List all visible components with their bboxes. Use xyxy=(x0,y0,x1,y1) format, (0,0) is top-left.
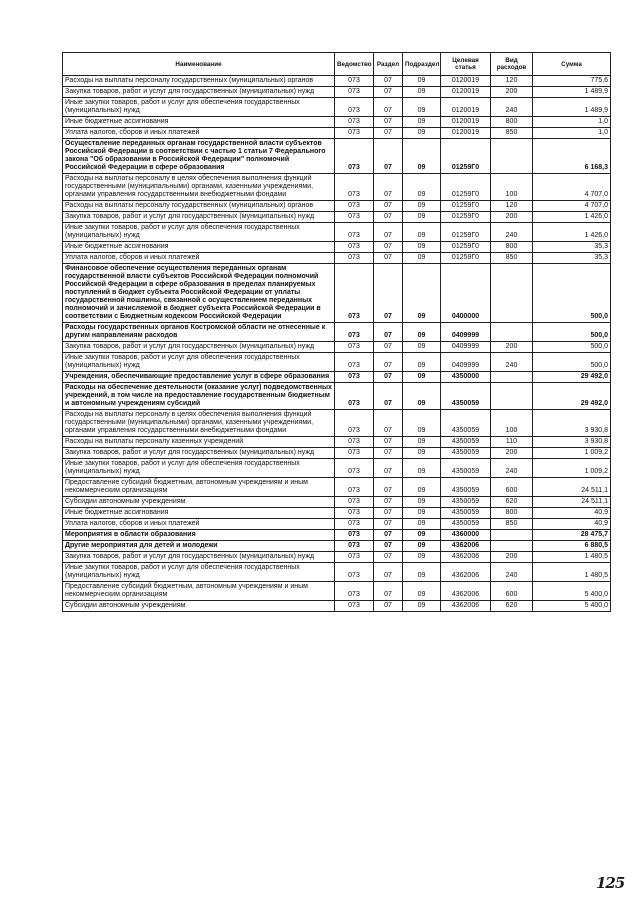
table-row xyxy=(63,223,611,242)
table-row xyxy=(63,478,611,497)
cell-section: 07 xyxy=(374,128,403,139)
cell-name: Расходы государственных органов Костромской области не отнесенные к другим направлениям расходов xyxy=(63,323,335,342)
cell-subsection: 09 xyxy=(403,353,441,372)
cell-target: 4350059 xyxy=(441,459,491,478)
cell-dept: 073 xyxy=(335,459,374,478)
cell-section: 07 xyxy=(374,459,403,478)
cell-kind xyxy=(491,372,533,383)
cell-target: 0120019 xyxy=(441,117,491,128)
cell-subsection: 09 xyxy=(403,437,441,448)
cell-name: Предоставление субсидий бюджетным, автономным учреждениям и иным некоммерческим организациям xyxy=(63,478,335,497)
table-row xyxy=(63,530,611,541)
table-row xyxy=(63,117,611,128)
header-subsection: Подраздел xyxy=(403,53,441,76)
cell-kind: 240 xyxy=(491,459,533,478)
cell-target: 4350059 xyxy=(441,448,491,459)
cell-target: 01259Г0 xyxy=(441,212,491,223)
cell-dept: 073 xyxy=(335,563,374,582)
cell-dept: 073 xyxy=(335,342,374,353)
header-sum: Сумма xyxy=(533,53,611,76)
cell-target: 0120019 xyxy=(441,87,491,98)
cell-section: 07 xyxy=(374,519,403,530)
cell-kind: 100 xyxy=(491,174,533,201)
cell-name: Предоставление субсидий бюджетным, автономным учреждениям и иным некоммерческим организациям xyxy=(63,582,335,601)
cell-target: 01259Г0 xyxy=(441,242,491,253)
cell-subsection: 09 xyxy=(403,601,441,612)
budget-table xyxy=(62,52,611,612)
table-row xyxy=(63,437,611,448)
cell-target: 4350059 xyxy=(441,508,491,519)
cell-kind: 200 xyxy=(491,552,533,563)
cell-name: Иные закупки товаров, работ и услуг для обеспечения государственных (муниципальных) нужд xyxy=(63,223,335,242)
cell-subsection: 09 xyxy=(403,372,441,383)
cell-section: 07 xyxy=(374,87,403,98)
table-row xyxy=(63,563,611,582)
cell-kind xyxy=(491,530,533,541)
cell-target: 4362006 xyxy=(441,601,491,612)
table-row xyxy=(63,497,611,508)
cell-subsection: 09 xyxy=(403,410,441,437)
cell-kind: 200 xyxy=(491,212,533,223)
table-row xyxy=(63,323,611,342)
cell-kind: 240 xyxy=(491,563,533,582)
cell-kind xyxy=(491,264,533,323)
table-row xyxy=(63,201,611,212)
cell-target: 0120019 xyxy=(441,98,491,117)
cell-subsection: 09 xyxy=(403,87,441,98)
cell-sum: 1 009,2 xyxy=(533,448,611,459)
cell-name: Расходы на выплаты персоналу казенных учреждений xyxy=(63,437,335,448)
cell-section: 07 xyxy=(374,223,403,242)
cell-sum: 1 480,5 xyxy=(533,563,611,582)
cell-sum: 4 707,0 xyxy=(533,174,611,201)
table-row xyxy=(63,601,611,612)
cell-dept: 073 xyxy=(335,541,374,552)
cell-subsection: 09 xyxy=(403,212,441,223)
cell-sum: 500,0 xyxy=(533,264,611,323)
cell-section: 07 xyxy=(374,117,403,128)
cell-subsection: 09 xyxy=(403,478,441,497)
cell-section: 07 xyxy=(374,201,403,212)
page-number: 125 xyxy=(596,874,625,892)
cell-dept: 073 xyxy=(335,253,374,264)
cell-subsection: 09 xyxy=(403,519,441,530)
cell-kind: 200 xyxy=(491,87,533,98)
cell-target: 4362006 xyxy=(441,552,491,563)
cell-kind: 800 xyxy=(491,242,533,253)
cell-kind xyxy=(491,383,533,410)
cell-dept: 073 xyxy=(335,98,374,117)
cell-section: 07 xyxy=(374,264,403,323)
cell-kind: 620 xyxy=(491,601,533,612)
cell-sum: 1 009,2 xyxy=(533,459,611,478)
cell-name: Закупка товаров, работ и услуг для государственных (муниципальных) нужд xyxy=(63,342,335,353)
header-name: Наименование xyxy=(63,53,335,76)
cell-target: 0409999 xyxy=(441,342,491,353)
cell-section: 07 xyxy=(374,76,403,87)
cell-target: 4362006 xyxy=(441,563,491,582)
cell-subsection: 09 xyxy=(403,128,441,139)
cell-sum: 1,0 xyxy=(533,117,611,128)
cell-subsection: 09 xyxy=(403,448,441,459)
cell-subsection: 09 xyxy=(403,342,441,353)
cell-section: 07 xyxy=(374,448,403,459)
cell-sum: 6 168,3 xyxy=(533,139,611,174)
cell-name: Закупка товаров, работ и услуг для государственных (муниципальных) нужд xyxy=(63,87,335,98)
cell-sum: 1 426,0 xyxy=(533,212,611,223)
cell-sum: 1 489,9 xyxy=(533,87,611,98)
cell-target: 01259Г0 xyxy=(441,253,491,264)
cell-kind: 800 xyxy=(491,117,533,128)
cell-subsection: 09 xyxy=(403,76,441,87)
cell-subsection: 09 xyxy=(403,552,441,563)
cell-dept: 073 xyxy=(335,353,374,372)
cell-name: Иные бюджетные ассигнования xyxy=(63,242,335,253)
cell-subsection: 09 xyxy=(403,323,441,342)
cell-kind xyxy=(491,139,533,174)
cell-sum: 500,0 xyxy=(533,342,611,353)
cell-sum: 4 707,0 xyxy=(533,201,611,212)
cell-sum: 5 400,0 xyxy=(533,601,611,612)
table-row xyxy=(63,353,611,372)
cell-target: 01259Г0 xyxy=(441,174,491,201)
table-row xyxy=(63,508,611,519)
cell-name: Расходы на выплаты персоналу в целях обеспечения выполнения функций государственными (муниципальными) органами, казенными учреждениями, органами управления государственными внебюджетными фондами xyxy=(63,410,335,437)
cell-dept: 073 xyxy=(335,76,374,87)
cell-subsection: 09 xyxy=(403,174,441,201)
table-row xyxy=(63,582,611,601)
cell-kind xyxy=(491,541,533,552)
cell-section: 07 xyxy=(374,242,403,253)
cell-kind: 620 xyxy=(491,497,533,508)
cell-target: 4350059 xyxy=(441,497,491,508)
cell-kind: 200 xyxy=(491,342,533,353)
cell-section: 07 xyxy=(374,353,403,372)
cell-dept: 073 xyxy=(335,552,374,563)
cell-subsection: 09 xyxy=(403,98,441,117)
cell-subsection: 09 xyxy=(403,253,441,264)
cell-subsection: 09 xyxy=(403,223,441,242)
cell-name: Закупка товаров, работ и услуг для государственных (муниципальных) нужд xyxy=(63,552,335,563)
cell-target: 0400000 xyxy=(441,264,491,323)
cell-sum: 1 489,9 xyxy=(533,98,611,117)
cell-section: 07 xyxy=(374,497,403,508)
table-row xyxy=(63,98,611,117)
cell-sum: 500,0 xyxy=(533,323,611,342)
table-body xyxy=(63,76,611,612)
cell-kind: 850 xyxy=(491,253,533,264)
cell-dept: 073 xyxy=(335,223,374,242)
cell-section: 07 xyxy=(374,552,403,563)
cell-target: 0120019 xyxy=(441,128,491,139)
cell-kind: 240 xyxy=(491,223,533,242)
cell-sum: 775,6 xyxy=(533,76,611,87)
cell-target: 4350059 xyxy=(441,478,491,497)
cell-target: 01259Г0 xyxy=(441,139,491,174)
cell-target: 0409999 xyxy=(441,323,491,342)
cell-dept: 073 xyxy=(335,264,374,323)
cell-name: Осуществление переданных органам государственной власти субъектов Российской Федерации в соответствии с частью 1 статьи 7 Федерального закона "Об образовании в Российской Федерации" полномочий Российской Федерации в сфере образования xyxy=(63,139,335,174)
header-kind: Вид расходов xyxy=(491,53,533,76)
cell-subsection: 09 xyxy=(403,383,441,410)
cell-kind: 800 xyxy=(491,508,533,519)
table-row xyxy=(63,128,611,139)
cell-kind: 600 xyxy=(491,582,533,601)
cell-dept: 073 xyxy=(335,117,374,128)
cell-sum: 29 492,0 xyxy=(533,383,611,410)
cell-section: 07 xyxy=(374,342,403,353)
table-header-row xyxy=(63,53,611,76)
cell-section: 07 xyxy=(374,98,403,117)
cell-name: Иные закупки товаров, работ и услуг для обеспечения государственных (муниципальных) нужд xyxy=(63,98,335,117)
cell-dept: 073 xyxy=(335,212,374,223)
cell-kind: 240 xyxy=(491,98,533,117)
cell-kind: 850 xyxy=(491,519,533,530)
cell-subsection: 09 xyxy=(403,459,441,478)
cell-dept: 073 xyxy=(335,242,374,253)
cell-name: Учреждения, обеспечивающие предоставление услуг в сфере образования xyxy=(63,372,335,383)
cell-subsection: 09 xyxy=(403,242,441,253)
table-row xyxy=(63,76,611,87)
cell-name: Расходы на выплаты персоналу в целях обеспечения выполнения функций государственными (муниципальными) органами, казенными учреждениями, органами управления государственными внебюджетными фондами xyxy=(63,174,335,201)
cell-section: 07 xyxy=(374,508,403,519)
cell-name: Иные бюджетные ассигнования xyxy=(63,508,335,519)
cell-section: 07 xyxy=(374,541,403,552)
cell-subsection: 09 xyxy=(403,201,441,212)
cell-target: 0120019 xyxy=(441,76,491,87)
cell-dept: 073 xyxy=(335,139,374,174)
cell-sum: 3 930,8 xyxy=(533,410,611,437)
cell-target: 4350000 xyxy=(441,372,491,383)
cell-dept: 073 xyxy=(335,383,374,410)
table-row xyxy=(63,212,611,223)
cell-target: 4350059 xyxy=(441,410,491,437)
cell-name: Иные закупки товаров, работ и услуг для обеспечения государственных (муниципальных) нужд xyxy=(63,353,335,372)
cell-section: 07 xyxy=(374,174,403,201)
cell-dept: 073 xyxy=(335,497,374,508)
cell-name: Другие мероприятия для детей и молодежи xyxy=(63,541,335,552)
cell-kind: 850 xyxy=(491,128,533,139)
cell-dept: 073 xyxy=(335,437,374,448)
table-row xyxy=(63,139,611,174)
cell-section: 07 xyxy=(374,530,403,541)
cell-subsection: 09 xyxy=(403,541,441,552)
cell-sum: 3 930,8 xyxy=(533,437,611,448)
cell-dept: 073 xyxy=(335,201,374,212)
cell-section: 07 xyxy=(374,582,403,601)
cell-dept: 073 xyxy=(335,372,374,383)
cell-dept: 073 xyxy=(335,601,374,612)
cell-section: 07 xyxy=(374,478,403,497)
cell-name: Субсидии автономным учреждениям xyxy=(63,601,335,612)
cell-kind: 200 xyxy=(491,448,533,459)
cell-name: Иные закупки товаров, работ и услуг для обеспечения государственных (муниципальных) нужд xyxy=(63,459,335,478)
cell-name: Расходы на выплаты персоналу государственных (муниципальных) органов xyxy=(63,76,335,87)
cell-kind: 120 xyxy=(491,76,533,87)
header-section: Раздел xyxy=(374,53,403,76)
header-target: Целевая статья xyxy=(441,53,491,76)
cell-sum: 40,9 xyxy=(533,519,611,530)
table-row xyxy=(63,174,611,201)
cell-sum: 500,0 xyxy=(533,353,611,372)
cell-target: 4350059 xyxy=(441,519,491,530)
cell-dept: 073 xyxy=(335,478,374,497)
cell-sum: 24 511,1 xyxy=(533,497,611,508)
cell-name: Закупка товаров, работ и услуг для государственных (муниципальных) нужд xyxy=(63,448,335,459)
cell-kind: 240 xyxy=(491,353,533,372)
table-row xyxy=(63,372,611,383)
header-dept: Ведомство xyxy=(335,53,374,76)
cell-name: Уплата налогов, сборов и иных платежей xyxy=(63,519,335,530)
table-row xyxy=(63,253,611,264)
cell-section: 07 xyxy=(374,212,403,223)
table-row xyxy=(63,552,611,563)
cell-section: 07 xyxy=(374,323,403,342)
cell-subsection: 09 xyxy=(403,582,441,601)
cell-sum: 1 480,5 xyxy=(533,552,611,563)
cell-sum: 1,0 xyxy=(533,128,611,139)
cell-kind xyxy=(491,323,533,342)
cell-target: 4362006 xyxy=(441,541,491,552)
cell-dept: 073 xyxy=(335,508,374,519)
cell-name: Субсидии автономным учреждениям xyxy=(63,497,335,508)
cell-subsection: 09 xyxy=(403,563,441,582)
cell-section: 07 xyxy=(374,563,403,582)
cell-sum: 1 426,0 xyxy=(533,223,611,242)
cell-section: 07 xyxy=(374,437,403,448)
table-row xyxy=(63,242,611,253)
cell-subsection: 09 xyxy=(403,264,441,323)
cell-dept: 073 xyxy=(335,530,374,541)
cell-target: 01259Г0 xyxy=(441,201,491,212)
cell-name: Закупка товаров, работ и услуг для государственных (муниципальных) нужд xyxy=(63,212,335,223)
cell-section: 07 xyxy=(374,139,403,174)
cell-dept: 073 xyxy=(335,128,374,139)
cell-name: Расходы на выплаты персоналу государственных (муниципальных) органов xyxy=(63,201,335,212)
cell-sum: 35,3 xyxy=(533,253,611,264)
cell-section: 07 xyxy=(374,601,403,612)
table-row xyxy=(63,264,611,323)
cell-subsection: 09 xyxy=(403,508,441,519)
cell-name: Уплата налогов, сборов и иных платежей xyxy=(63,253,335,264)
cell-subsection: 09 xyxy=(403,497,441,508)
cell-sum: 6 880,5 xyxy=(533,541,611,552)
cell-name: Финансовое обеспечение осуществления переданных органам государственной власти субъектов Российской Федерации полномочий Российской Федерации в сфере образования в пределах планируемых поступлений в бюджет субъекта Российской Федерации от уплаты государственной пошлины, связанной с осуществлением переданных полномочий и зачисляемой в бюджет субъекта Российской Федерации в соответствии с Бюджетным кодексом Российской Федерации xyxy=(63,264,335,323)
cell-name: Уплата налогов, сборов и иных платежей xyxy=(63,128,335,139)
cell-section: 07 xyxy=(374,410,403,437)
cell-dept: 073 xyxy=(335,582,374,601)
cell-target: 4362006 xyxy=(441,582,491,601)
cell-target: 4350059 xyxy=(441,437,491,448)
cell-target: 0409999 xyxy=(441,353,491,372)
table-row xyxy=(63,459,611,478)
cell-target: 4360000 xyxy=(441,530,491,541)
table-row xyxy=(63,519,611,530)
cell-sum: 5 400,0 xyxy=(533,582,611,601)
cell-target: 01259Г0 xyxy=(441,223,491,242)
cell-kind: 600 xyxy=(491,478,533,497)
table-row xyxy=(63,448,611,459)
cell-sum: 40,9 xyxy=(533,508,611,519)
cell-dept: 073 xyxy=(335,323,374,342)
table-row xyxy=(63,383,611,410)
cell-sum: 29 492,0 xyxy=(533,372,611,383)
cell-dept: 073 xyxy=(335,448,374,459)
cell-name: Расходы на обеспечение деятельности (оказание услуг) подведомственных учреждений, в том числе на предоставление государственным бюджетным и автономным учреждениям субсидий xyxy=(63,383,335,410)
cell-section: 07 xyxy=(374,372,403,383)
cell-name: Иные закупки товаров, работ и услуг для обеспечения государственных (муниципальных) нужд xyxy=(63,563,335,582)
cell-kind: 120 xyxy=(491,201,533,212)
cell-subsection: 09 xyxy=(403,530,441,541)
cell-subsection: 09 xyxy=(403,139,441,174)
cell-subsection: 09 xyxy=(403,117,441,128)
table-row xyxy=(63,541,611,552)
table-row xyxy=(63,410,611,437)
cell-section: 07 xyxy=(374,383,403,410)
cell-dept: 073 xyxy=(335,87,374,98)
cell-target: 4350059 xyxy=(441,383,491,410)
cell-section: 07 xyxy=(374,253,403,264)
cell-dept: 073 xyxy=(335,410,374,437)
cell-kind: 100 xyxy=(491,410,533,437)
table-row xyxy=(63,87,611,98)
cell-name: Иные бюджетные ассигнования xyxy=(63,117,335,128)
cell-dept: 073 xyxy=(335,174,374,201)
cell-name: Мероприятия в области образования xyxy=(63,530,335,541)
cell-sum: 24 511,1 xyxy=(533,478,611,497)
cell-sum: 28 475,7 xyxy=(533,530,611,541)
cell-sum: 35,3 xyxy=(533,242,611,253)
cell-kind: 110 xyxy=(491,437,533,448)
table-row xyxy=(63,342,611,353)
cell-dept: 073 xyxy=(335,519,374,530)
